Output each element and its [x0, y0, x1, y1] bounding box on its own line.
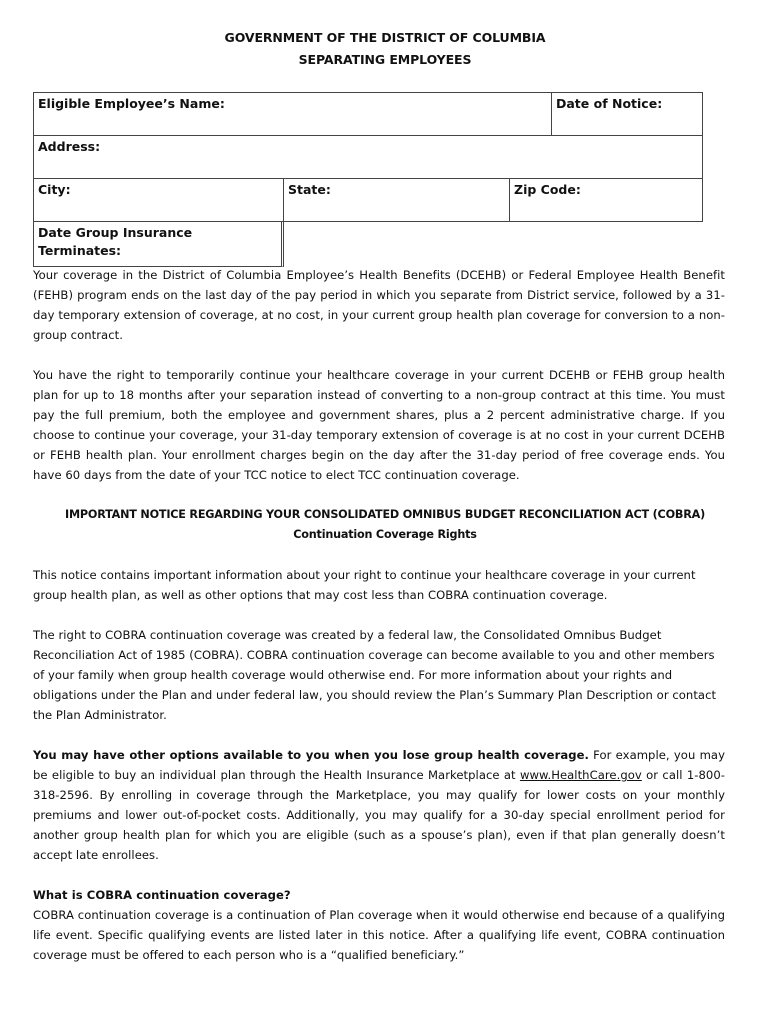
zip-code-label: Zip Code: [514, 182, 581, 197]
state-field[interactable] [283, 178, 510, 222]
state-label: State: [288, 182, 331, 197]
other-options-text-b: or call 1-800-318-2596. By enrolling in coverage through the Marketplace, you may qualify for lower costs on your monthly premiums and lower out-of-pocket costs. Additionally, you may qualify for a 30-day special enrollment period for another group health plan for which you are eligible (such as a spouse’s plan), even if that plan generally doesn’t accept late enrollees. [33, 768, 725, 862]
employee-name-label: Eligible Employee’s Name: [38, 96, 225, 111]
what-is-cobra-heading: What is COBRA continuation coverage? [33, 888, 291, 902]
what-is-cobra-paragraph: COBRA continuation coverage is a continuation of Plan coverage when it would otherwise end because of a qualifying life event. Specific qualifying events are listed later in this notice. After a qualifying life event, COBRA continuation coverage must be offered to each person who is a “qualified beneficiary.” [33, 908, 725, 962]
cobra-notice-subtitle: Continuation Coverage Rights [293, 528, 477, 541]
cobra-law-paragraph: The right to COBRA continuation coverage was created by a federal law, the Consolidated Omnibus Budget Reconciliation Act of 1985 (COBRA). COBRA continuation coverage can become available to you and other members of your family when group health coverage would otherwise end. For more information about your rights and obligations under the Plan and under federal law, you should review the Plan’s Summary Plan Description or contact the Plan Administrator. [33, 628, 717, 722]
cobra-notice-title: IMPORTANT NOTICE REGARDING YOUR CONSOLIDATED OMNIBUS BUDGET RECONCILIATION ACT (COBRA) [64, 508, 705, 521]
header-line-1: GOVERNMENT OF THE DISTRICT OF COLUMBIA [224, 30, 546, 45]
address-label: Address: [38, 139, 101, 154]
city-field[interactable] [33, 178, 284, 222]
other-options-text-a: For example, you may be eligible to buy an individual plan through the Health Insurance Marketplace at [33, 748, 725, 782]
date-of-notice-label: Date of Notice: [556, 96, 663, 111]
other-options-paragraph [33, 745, 725, 865]
other-options-lead: You may have other options available to you when you lose group health coverage. [33, 748, 589, 762]
insurance-termination-date-label: Date Group Insurance Terminates: [38, 225, 193, 258]
header-line-2: SEPARATING EMPLOYEES [298, 52, 472, 67]
city-label: City: [38, 182, 71, 197]
zip-code-field[interactable] [509, 178, 703, 222]
address-field[interactable] [33, 135, 703, 179]
insurance-termination-date-field[interactable] [33, 221, 284, 267]
healthcare-gov-link[interactable]: www.HealthCare.gov [519, 768, 642, 782]
employee-name-field[interactable] [33, 92, 552, 136]
coverage-ends-paragraph: Your coverage in the District of Columbia Employee’s Health Benefits (DCEHB) or Federal Employee Health Benefit (FEHB) program ends on the last day of the pay period in which you separate from District service, followed by a 31-day temporary extension of coverage, at no cost, in your current group health plan coverage for conversion to a non-group contract. [33, 268, 725, 342]
temporary-continuation-paragraph: You have the right to temporarily continue your healthcare coverage in your current DCEHB or FEHB group health plan for up to 18 months after your separation instead of converting to a non-group contract at this time. You must pay the full premium, both the employee and government shares, plus a 2 percent administrative charge. If you choose to continue your coverage, your 31-day temporary extension of coverage is at no cost in your current DCEHB or FEHB health plan. Your enrollment charges begin on the day after the 31-day period of free coverage ends. You have 60 days from the date of your TCC notice to elect TCC continuation coverage. [33, 368, 725, 482]
employee-info-form [33, 92, 703, 267]
important-information-paragraph: This notice contains important information about your right to continue your healthcare coverage in your current group health plan, as well as other options that may cost less than COBRA continuation coverage. [33, 568, 696, 602]
date-of-notice-field[interactable] [551, 92, 703, 136]
